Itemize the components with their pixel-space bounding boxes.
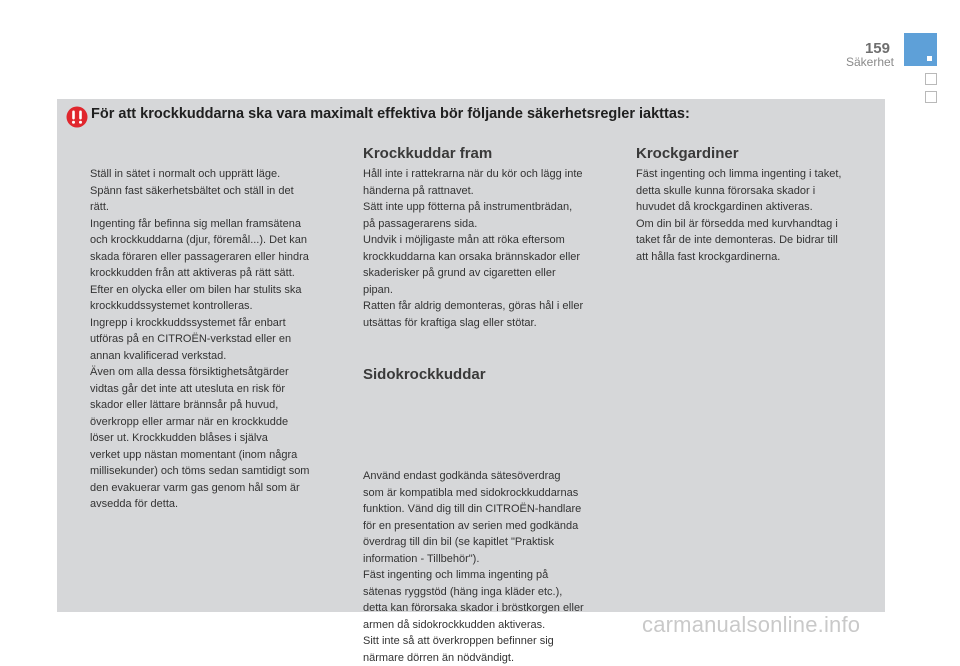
text-line: Ingrepp i krockkuddssystemet får enbart <box>90 315 345 332</box>
text-line: funktion. Vänd dig till din CITROËN-handlare <box>363 501 621 518</box>
text-line: Även om alla dessa försiktighetsåtgärder <box>90 364 345 381</box>
curtain-airbags-heading: Krockgardiner <box>636 145 739 162</box>
curtain-airbags-text <box>636 166 876 265</box>
text-line: Håll inte i rattekrarna när du kör och lägg inte <box>363 166 621 183</box>
text-line: avsedda för detta. <box>90 496 345 513</box>
text-line: krockkudden från att aktiveras på rätt sätt. <box>90 265 345 282</box>
text-line: pipan. <box>363 282 621 299</box>
text-line: huvudet då krockgardinen aktiveras. <box>636 199 876 216</box>
text-line: krockkuddarna kan orsaka brännskador eller <box>363 249 621 266</box>
text-line: information - Tillbehör"). <box>363 551 621 568</box>
section-tab[interactable] <box>904 33 937 66</box>
section-name: Säkerhet <box>846 55 894 69</box>
general-text <box>90 166 345 513</box>
text-line: Fäst ingenting och limma ingenting i taket, <box>636 166 876 183</box>
text-line: krockkuddssystemet kontrolleras. <box>90 298 345 315</box>
text-line: skador eller lättare brännsår på huvud, <box>90 397 345 414</box>
text-line: rätt. <box>90 199 345 216</box>
warning-icon <box>66 106 88 128</box>
text-line: Fäst ingenting och limma ingenting på <box>363 567 621 584</box>
text-line: Ställ in sätet i normalt och upprätt läge. <box>90 166 345 183</box>
text-line: som är kompatibla med sidokrockkuddarnas <box>363 485 621 502</box>
page-number: 159 <box>865 40 890 57</box>
nav-square-2[interactable] <box>925 91 937 103</box>
text-line: Ingenting får befinna sig mellan framsätena <box>90 216 345 233</box>
text-line: löser ut. Krockkudden blåses i själva <box>90 430 345 447</box>
text-line: utsättas för kraftiga slag eller stötar. <box>363 315 621 332</box>
side-airbags-heading: Sidokrockkuddar <box>363 366 486 383</box>
text-line: överdrag till din bil (se kapitlet "Praktisk <box>363 534 621 551</box>
front-airbags-heading: Krockkuddar fram <box>363 145 492 162</box>
text-line: taket får de inte demonteras. De bidrar till <box>636 232 876 249</box>
text-line: verket upp nästan momentant (inom några <box>90 447 345 464</box>
nav-square-1[interactable] <box>925 73 937 85</box>
text-line: den evakuerar varm gas genom hål som är <box>90 480 345 497</box>
text-line: annan kvalificerad verkstad. <box>90 348 345 365</box>
text-line: Undvik i möjligaste mån att röka eftersom <box>363 232 621 249</box>
text-line: Använd endast godkända sätesöverdrag <box>363 468 621 485</box>
warning-headline: För att krockkuddarna ska vara maximalt effektiva bör följande säkerhetsregler iakttas: <box>91 106 690 122</box>
front-airbags-text <box>363 166 621 331</box>
text-line: Spänn fast säkerhetsbältet och ställ in det <box>90 183 345 200</box>
text-line: millisekunder) och töms sedan samtidigt som <box>90 463 345 480</box>
text-line: skada föraren eller passageraren eller hindra <box>90 249 345 266</box>
text-line: skaderisker på grund av cigaretten eller <box>363 265 621 282</box>
text-line: Om din bil är försedda med kurvhandtag i <box>636 216 876 233</box>
text-line: sätenas ryggstöd (häng inga kläder etc.), <box>363 584 621 601</box>
text-line: överkropp eller armar när en krockkudde <box>90 414 345 431</box>
watermark: carmanualsonline.info <box>642 612 860 638</box>
text-line: på passagerarens sida. <box>363 216 621 233</box>
text-line: detta kan förorsaka skador i bröstkorgen eller <box>363 600 621 617</box>
text-line: utföras på en CITROËN-verkstad eller en <box>90 331 345 348</box>
text-line: armen då sidokrockkudden aktiveras. <box>363 617 621 634</box>
text-line: vidtas går det inte att utesluta en risk för <box>90 381 345 398</box>
text-line: för en presentation av serien med godkända <box>363 518 621 535</box>
text-line: Ratten får aldrig demonteras, göras hål i eller <box>363 298 621 315</box>
text-line: att hålla fast krockgardinerna. <box>636 249 876 266</box>
text-line: Sätt inte upp fötterna på instrumentbrädan, <box>363 199 621 216</box>
text-line: Sitt inte så att överkroppen befinner sig <box>363 633 621 650</box>
text-line: händerna på rattnavet. <box>363 183 621 200</box>
tab-marker <box>927 56 932 61</box>
safety-panel <box>57 99 885 612</box>
text-line: detta skulle kunna förorsaka skador i <box>636 183 876 200</box>
text-line: Efter en olycka eller om bilen har stulits ska <box>90 282 345 299</box>
side-airbags-text <box>363 468 621 666</box>
text-line: närmare dörren än nödvändigt. <box>363 650 621 666</box>
text-line: och krockkuddarna (djur, föremål...). Det kan <box>90 232 345 249</box>
